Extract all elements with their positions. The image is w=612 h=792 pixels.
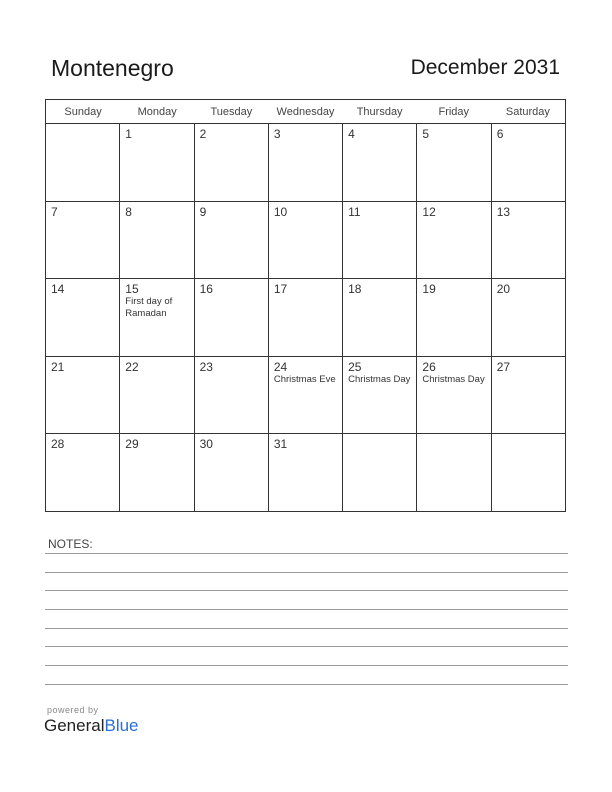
notes-line — [45, 553, 568, 554]
notes-label: NOTES: — [48, 537, 93, 551]
notes-line — [45, 590, 568, 591]
calendar-week-row — [46, 124, 565, 202]
powered-by-text: powered by — [47, 705, 99, 715]
calendar-month-title: December 2031 — [410, 56, 560, 79]
weekday-header — [46, 100, 565, 124]
day-number: 7 — [51, 204, 58, 219]
day-number: 15 — [125, 282, 139, 297]
brand-blue: Blue — [104, 716, 139, 735]
calendar-day-cell — [417, 202, 491, 279]
day-number: 3 — [273, 127, 281, 141]
day-number: 22 — [125, 359, 139, 374]
calendar-week-row — [46, 357, 565, 435]
holiday-label: Christmas Day — [422, 373, 485, 385]
day-number: 1 — [125, 127, 132, 141]
calendar-week-row — [46, 279, 565, 357]
calendar-weeks — [46, 124, 565, 512]
calendar-day-cell — [269, 434, 343, 512]
day-number: 19 — [422, 282, 436, 297]
generalblue-logo — [44, 716, 139, 736]
weekday-label: Friday — [438, 106, 470, 118]
calendar-day-cell — [195, 357, 269, 434]
calendar-day-cell — [417, 124, 491, 201]
calendar-day-cell — [120, 124, 194, 201]
calendar-day-cell — [417, 279, 491, 356]
calendar-day-cell — [195, 124, 269, 201]
notes-line — [45, 609, 568, 610]
day-number: 10 — [273, 204, 288, 219]
calendar-day-cell — [269, 202, 343, 279]
day-number: 20 — [496, 282, 511, 297]
notes-line — [45, 665, 568, 666]
holiday-label: Christmas Eve — [273, 373, 336, 385]
calendar-day-cell — [492, 434, 565, 512]
calendar-day-cell — [343, 279, 417, 356]
calendar-day-cell — [120, 434, 194, 512]
day-number: 31 — [273, 437, 288, 452]
calendar-day-cell — [269, 279, 343, 356]
weekday-label: Sunday — [64, 106, 102, 118]
day-number: 2 — [199, 127, 207, 141]
day-number: 25 — [348, 359, 362, 374]
calendar-day-cell — [343, 202, 417, 279]
calendar-day-cell — [46, 202, 120, 279]
weekday-label: Monday — [137, 106, 177, 118]
calendar-day-cell — [120, 357, 194, 434]
calendar-day-cell — [343, 434, 417, 512]
weekday-label: Wednesday — [276, 106, 335, 118]
calendar-day-cell — [120, 202, 194, 279]
calendar-day-cell — [269, 124, 343, 201]
calendar-day-cell — [343, 357, 417, 434]
calendar-day-cell — [269, 357, 343, 434]
calendar-day-cell — [492, 124, 565, 201]
notes-line — [45, 684, 568, 685]
day-number: 11 — [348, 204, 361, 219]
day-number: 21 — [51, 359, 65, 374]
holiday-label: Christmas Day — [348, 373, 411, 385]
calendar-day-cell — [492, 202, 565, 279]
weekday-label: Thursday — [356, 106, 403, 118]
day-number: 28 — [51, 437, 65, 452]
weekday-label: Saturday — [505, 106, 550, 118]
day-number: 23 — [199, 359, 213, 374]
calendar-country-title: Montenegro — [51, 55, 174, 81]
calendar-day-cell — [46, 124, 120, 201]
calendar-day-cell — [417, 357, 491, 434]
calendar-day-cell — [195, 434, 269, 512]
day-number: 16 — [199, 282, 213, 297]
day-number: 8 — [125, 204, 132, 219]
calendar-day-cell — [195, 279, 269, 356]
brand-general: General — [44, 716, 105, 735]
calendar-day-cell — [492, 279, 565, 356]
notes-line — [45, 646, 568, 647]
calendar-week-row — [46, 202, 565, 280]
day-number: 24 — [273, 359, 288, 374]
calendar-grid — [45, 99, 566, 512]
day-number: 26 — [422, 359, 436, 374]
day-number: 6 — [496, 127, 504, 141]
weekday-label: Tuesday — [210, 106, 253, 118]
calendar-day-cell — [417, 434, 491, 512]
holiday-label: First day of Ramadan — [125, 296, 173, 320]
calendar-day-cell — [343, 124, 417, 201]
calendar-day-cell — [120, 279, 194, 356]
calendar-week-row — [46, 434, 565, 512]
day-number: 14 — [51, 282, 65, 297]
day-number: 12 — [422, 204, 436, 219]
day-number: 9 — [199, 204, 207, 219]
day-number: 4 — [348, 127, 355, 141]
calendar-day-cell — [46, 434, 120, 512]
calendar-day-cell — [492, 357, 565, 434]
day-number: 30 — [199, 437, 213, 452]
day-number: 13 — [496, 204, 511, 219]
notes-line — [45, 572, 568, 573]
notes-line — [45, 628, 568, 629]
calendar-day-cell — [46, 279, 120, 356]
day-number: 27 — [496, 359, 511, 374]
calendar-day-cell — [46, 357, 120, 434]
calendar-day-cell — [195, 202, 269, 279]
day-number: 18 — [348, 282, 362, 297]
day-number: 5 — [422, 127, 430, 141]
day-number: 17 — [273, 282, 288, 297]
day-number: 29 — [125, 437, 139, 452]
